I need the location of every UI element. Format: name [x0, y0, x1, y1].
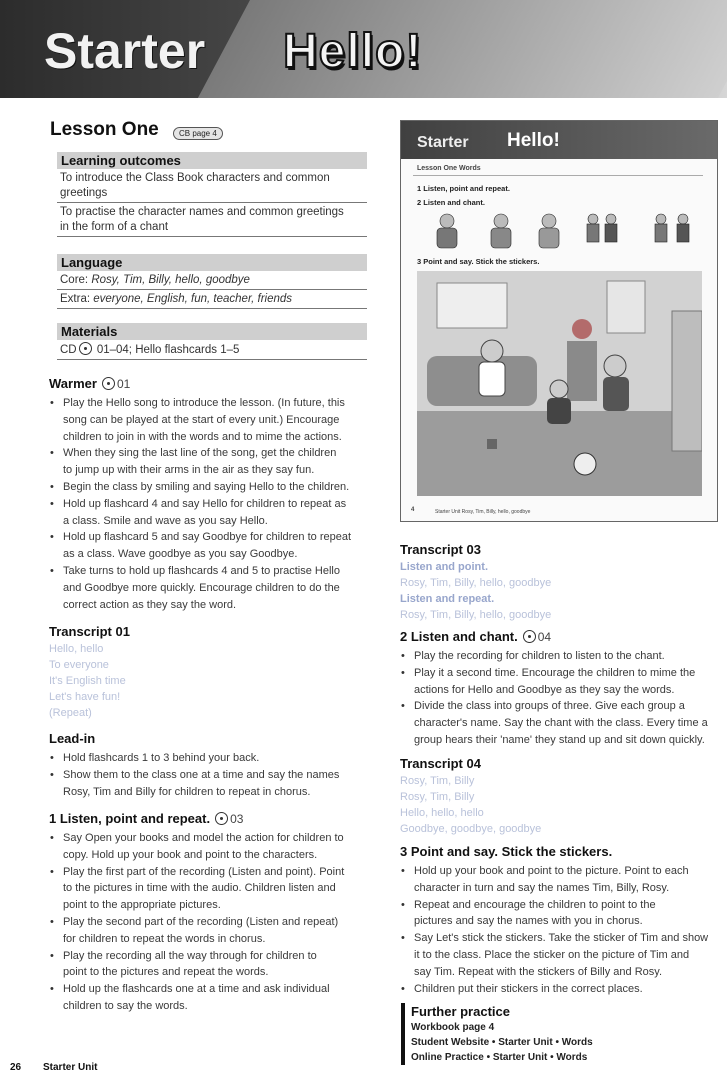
warmer-line: song can be played at the start of every unit.) Encourage — [63, 413, 340, 426]
section-3-line: • Hold up your book and point to the picture. Point to each — [414, 865, 689, 877]
section-1-line: point to the pictures and repeat the words. — [63, 966, 269, 979]
transcript-line: To everyone — [49, 659, 109, 671]
book-page-hello: Hello! — [507, 130, 560, 151]
warmer-bullet-4 — [49, 496, 374, 530]
section-3-line: • Children put their stickers in the correct places. — [414, 982, 643, 995]
footer-unit: Starter Unit — [43, 1062, 98, 1073]
leadin-bullet-1 — [49, 750, 374, 767]
lesson-title: Lesson One — [50, 119, 159, 140]
warmer-bullet-2 — [49, 445, 374, 479]
cb-page-badge: CB page 4 — [173, 127, 223, 140]
section-2-bullet-3 — [400, 698, 722, 748]
section-3-bullet-4 — [400, 981, 722, 998]
section-1-line: point to the appropriate pictures. — [63, 899, 221, 912]
warmer-list — [49, 395, 374, 613]
section-1-bullet-4 — [49, 948, 374, 982]
character-thumbnails — [421, 209, 711, 253]
leadin-line: • Show them to the class one at a time and say the names — [63, 768, 340, 781]
section-1-line: • Hold up the flashcards one at a time and ask individual — [63, 983, 330, 996]
section-3-bullet-2 — [400, 897, 722, 931]
section-3-line: • Repeat and encourage the children to point to the — [414, 898, 656, 911]
section-2-bullet-2 — [400, 665, 722, 699]
warmer-heading — [49, 376, 130, 391]
warmer-bullet-3 — [49, 479, 374, 496]
warmer-line: • Play the Hello song to introduce the lesson. (In future, this — [63, 397, 345, 409]
leadin-line: Rosy, Tim and Billy for children to repeat in chorus. — [63, 785, 311, 798]
section-1-title: 1 Listen, point and repeat. — [49, 811, 211, 826]
section-2-line: actions for Hello and Goodbye as they say the words. — [414, 683, 675, 696]
section-3-list — [400, 863, 722, 997]
section-2-line: • Play it a second time. Encourage the children to mime the — [414, 666, 696, 679]
learning-outcome-2-line-1: To practise the character names and common greetings — [60, 206, 344, 218]
transcript-line: Hello, hello, hello — [400, 807, 484, 819]
book-page-item-1: 1 Listen, point and repeat. — [417, 184, 510, 193]
materials-box — [57, 323, 367, 360]
materials-text: 01–04; Hello flashcards 1–5 — [96, 344, 240, 356]
section-3-line: • Say Let's stick the stickers. Take the sticker of Tim and show — [414, 932, 709, 945]
extra-words: everyone, English, fun, teacher, friends — [93, 293, 293, 305]
room-scene-illustration — [417, 271, 702, 496]
warmer-line: • Take turns to hold up flashcards 4 and 5 to practise Hello — [63, 564, 340, 577]
transcript-line: Goodbye, goodbye, goodbye — [400, 823, 542, 835]
section-1-bullet-5 — [49, 981, 374, 1015]
book-page-item-2: 2 Listen and chant. — [417, 198, 485, 207]
banner-hello: Hello! — [283, 25, 423, 78]
section-1-line: to the pictures in time with the audio. Children listen and — [63, 882, 336, 895]
warmer-line: • When they sing the last line of the song, get the children — [63, 447, 337, 460]
leadin-heading: Lead-in — [49, 731, 96, 746]
cd-icon — [215, 812, 228, 825]
materials-heading: Materials — [57, 323, 367, 340]
book-page-header — [401, 121, 717, 159]
section-1-line: • Play the first part of the recording (Listen and point). Point — [63, 865, 345, 878]
book-page-item-3: 3 Point and say. Stick the stickers. — [417, 257, 540, 266]
banner-wedge — [198, 0, 727, 98]
materials-cd: CD — [60, 344, 77, 356]
transcript-line: (Repeat) — [49, 707, 92, 719]
book-page-number: 4 — [411, 507, 415, 513]
section-1-heading — [49, 811, 243, 826]
cd-icon — [79, 342, 92, 355]
learning-outcome-1-line-2: greetings — [60, 187, 108, 199]
learning-outcomes-box — [57, 152, 367, 237]
section-2-bullet-1 — [400, 648, 722, 665]
section-3-bullet-3 — [400, 930, 722, 980]
warmer-line: • Begin the class by smiling and saying Hello to the children. — [63, 480, 350, 493]
book-page-subtitle: Lesson One Words — [417, 165, 481, 172]
section-3-heading: 3 Point and say. Stick the stickers. — [400, 844, 613, 859]
transcript-cue: Listen and point. — [400, 561, 488, 573]
workbook-link: Workbook page 4 — [411, 1022, 495, 1033]
language-core — [57, 271, 367, 290]
section-2-track: 04 — [537, 630, 552, 644]
transcript-01-heading: Transcript 01 — [49, 624, 130, 639]
transcript-line: Hello, hello — [49, 643, 104, 655]
section-1-bullet-3 — [49, 914, 374, 948]
leadin-bullet-2 — [49, 767, 374, 801]
transcript-03-lines — [400, 559, 551, 623]
section-2-list — [400, 648, 722, 749]
online-practice-link: Online Practice • Starter Unit • Words — [411, 1052, 588, 1063]
core-words: Rosy, Tim, Billy, hello, goodbye — [91, 274, 250, 286]
materials-row — [57, 340, 367, 360]
transcript-line: Rosy, Tim, Billy — [400, 791, 475, 803]
class-book-page-image — [400, 120, 718, 522]
section-3-line: character in turn and say the names Tim, Billy, Rosy. — [414, 881, 670, 894]
learning-outcome-1 — [57, 169, 367, 203]
section-3-line: it to the class. Place the sticker on the picture of Tim and — [414, 948, 690, 961]
transcript-line: Let's have fun! — [49, 691, 121, 703]
warmer-bullet-5 — [49, 529, 374, 563]
section-2-title: 2 Listen and chant. — [400, 629, 518, 644]
language-extra — [57, 290, 367, 309]
warmer-title: Warmer — [49, 376, 97, 391]
further-practice-box — [401, 1003, 593, 1065]
section-2-line: • Divide the class into groups of three. Give each group a — [414, 700, 685, 713]
transcript-line: Rosy, Tim, Billy, hello, goodbye — [400, 577, 552, 589]
extra-label: Extra: — [60, 293, 94, 305]
leadin-list — [49, 750, 374, 800]
banner-starter: Starter — [44, 23, 206, 79]
language-heading: Language — [57, 254, 367, 271]
section-1-line: children to say the words. — [63, 999, 188, 1012]
header-banner — [0, 0, 727, 98]
book-page-starter: Starter — [417, 134, 469, 151]
warmer-line: as a class. Wave goodbye as you say Goodbye. — [63, 548, 298, 561]
warmer-line: to jump up with their arms in the air as they say fun. — [63, 464, 315, 477]
book-page-footer: Starter Unit Rosy, Tim, Billy, hello, goodbye — [435, 509, 531, 515]
section-2-heading — [400, 629, 551, 644]
core-label: Core: — [60, 274, 92, 286]
student-website-link: Student Website • Starter Unit • Words — [411, 1037, 593, 1048]
section-1-track: 03 — [230, 812, 244, 826]
learning-outcomes-heading: Learning outcomes — [57, 152, 367, 169]
transcript-03-heading: Transcript 03 — [400, 542, 481, 557]
section-1-line: • Play the second part of the recording (Listen and repeat) — [63, 915, 339, 928]
section-3-bullet-1 — [400, 863, 722, 897]
transcript-line: Rosy, Tim, Billy — [400, 775, 475, 787]
section-1-line: • Play the recording all the way through for children to — [63, 949, 317, 962]
cd-icon — [523, 630, 536, 643]
section-1-bullet-2 — [49, 864, 374, 914]
transcript-line: It's English time — [49, 675, 126, 687]
book-page-rule — [413, 175, 703, 176]
warmer-track: 01 — [116, 377, 131, 391]
further-practice-title: Further practice — [411, 1004, 510, 1019]
transcript-01-lines — [49, 641, 126, 721]
section-1-bullet-1 — [49, 830, 374, 864]
section-1-line: copy. Hold up your book and point to the characters. — [63, 848, 318, 861]
warmer-bullet-6 — [49, 563, 374, 613]
section-2-line: group hears their 'name' they stand up and sit down quickly. — [414, 733, 705, 746]
section-2-line: • Play the recording for children to listen to the chant. — [414, 650, 665, 662]
learning-outcome-2-line-2: in the form of a chant — [60, 221, 169, 233]
transcript-04-heading: Transcript 04 — [400, 756, 481, 771]
learning-outcome-2 — [57, 203, 367, 237]
section-1-line: for children to repeat the words in chorus. — [63, 932, 266, 945]
warmer-line: correct action as they say the word. — [63, 598, 237, 611]
section-3-line: pictures and say the names with you in chorus. — [414, 915, 643, 928]
warmer-line: • Hold up flashcard 5 and say Goodbye for children to repeat — [63, 531, 352, 544]
warmer-bullet-1 — [49, 395, 374, 445]
section-1-list — [49, 830, 374, 1015]
cd-icon — [102, 377, 115, 390]
learning-outcome-1-line-1: To introduce the Class Book characters and common — [60, 172, 330, 184]
transcript-line: Rosy, Tim, Billy, hello, goodbye — [400, 609, 552, 621]
section-3-line: say Tim. Repeat with the stickers of Billy and Rosy. — [414, 965, 662, 978]
warmer-line: and Goodbye more quickly. Encourage children to do the — [63, 581, 340, 594]
transcript-cue: Listen and repeat. — [400, 593, 495, 605]
page-number: 26 — [10, 1062, 22, 1073]
section-2-line: character's name. Say the chant with the class. Every time a — [414, 717, 708, 730]
language-box — [57, 254, 367, 309]
leadin-line: • Hold flashcards 1 to 3 behind your back. — [63, 752, 260, 764]
warmer-line: • Hold up flashcard 4 and say Hello for children to repeat as — [63, 497, 347, 510]
warmer-line: children to join in with the words and to mime the actions. — [63, 430, 342, 443]
transcript-04-lines — [400, 773, 541, 837]
section-1-line: • Say Open your books and model the action for children to — [63, 832, 344, 844]
warmer-line: a class. Smile and wave as you say Hello. — [63, 514, 268, 527]
